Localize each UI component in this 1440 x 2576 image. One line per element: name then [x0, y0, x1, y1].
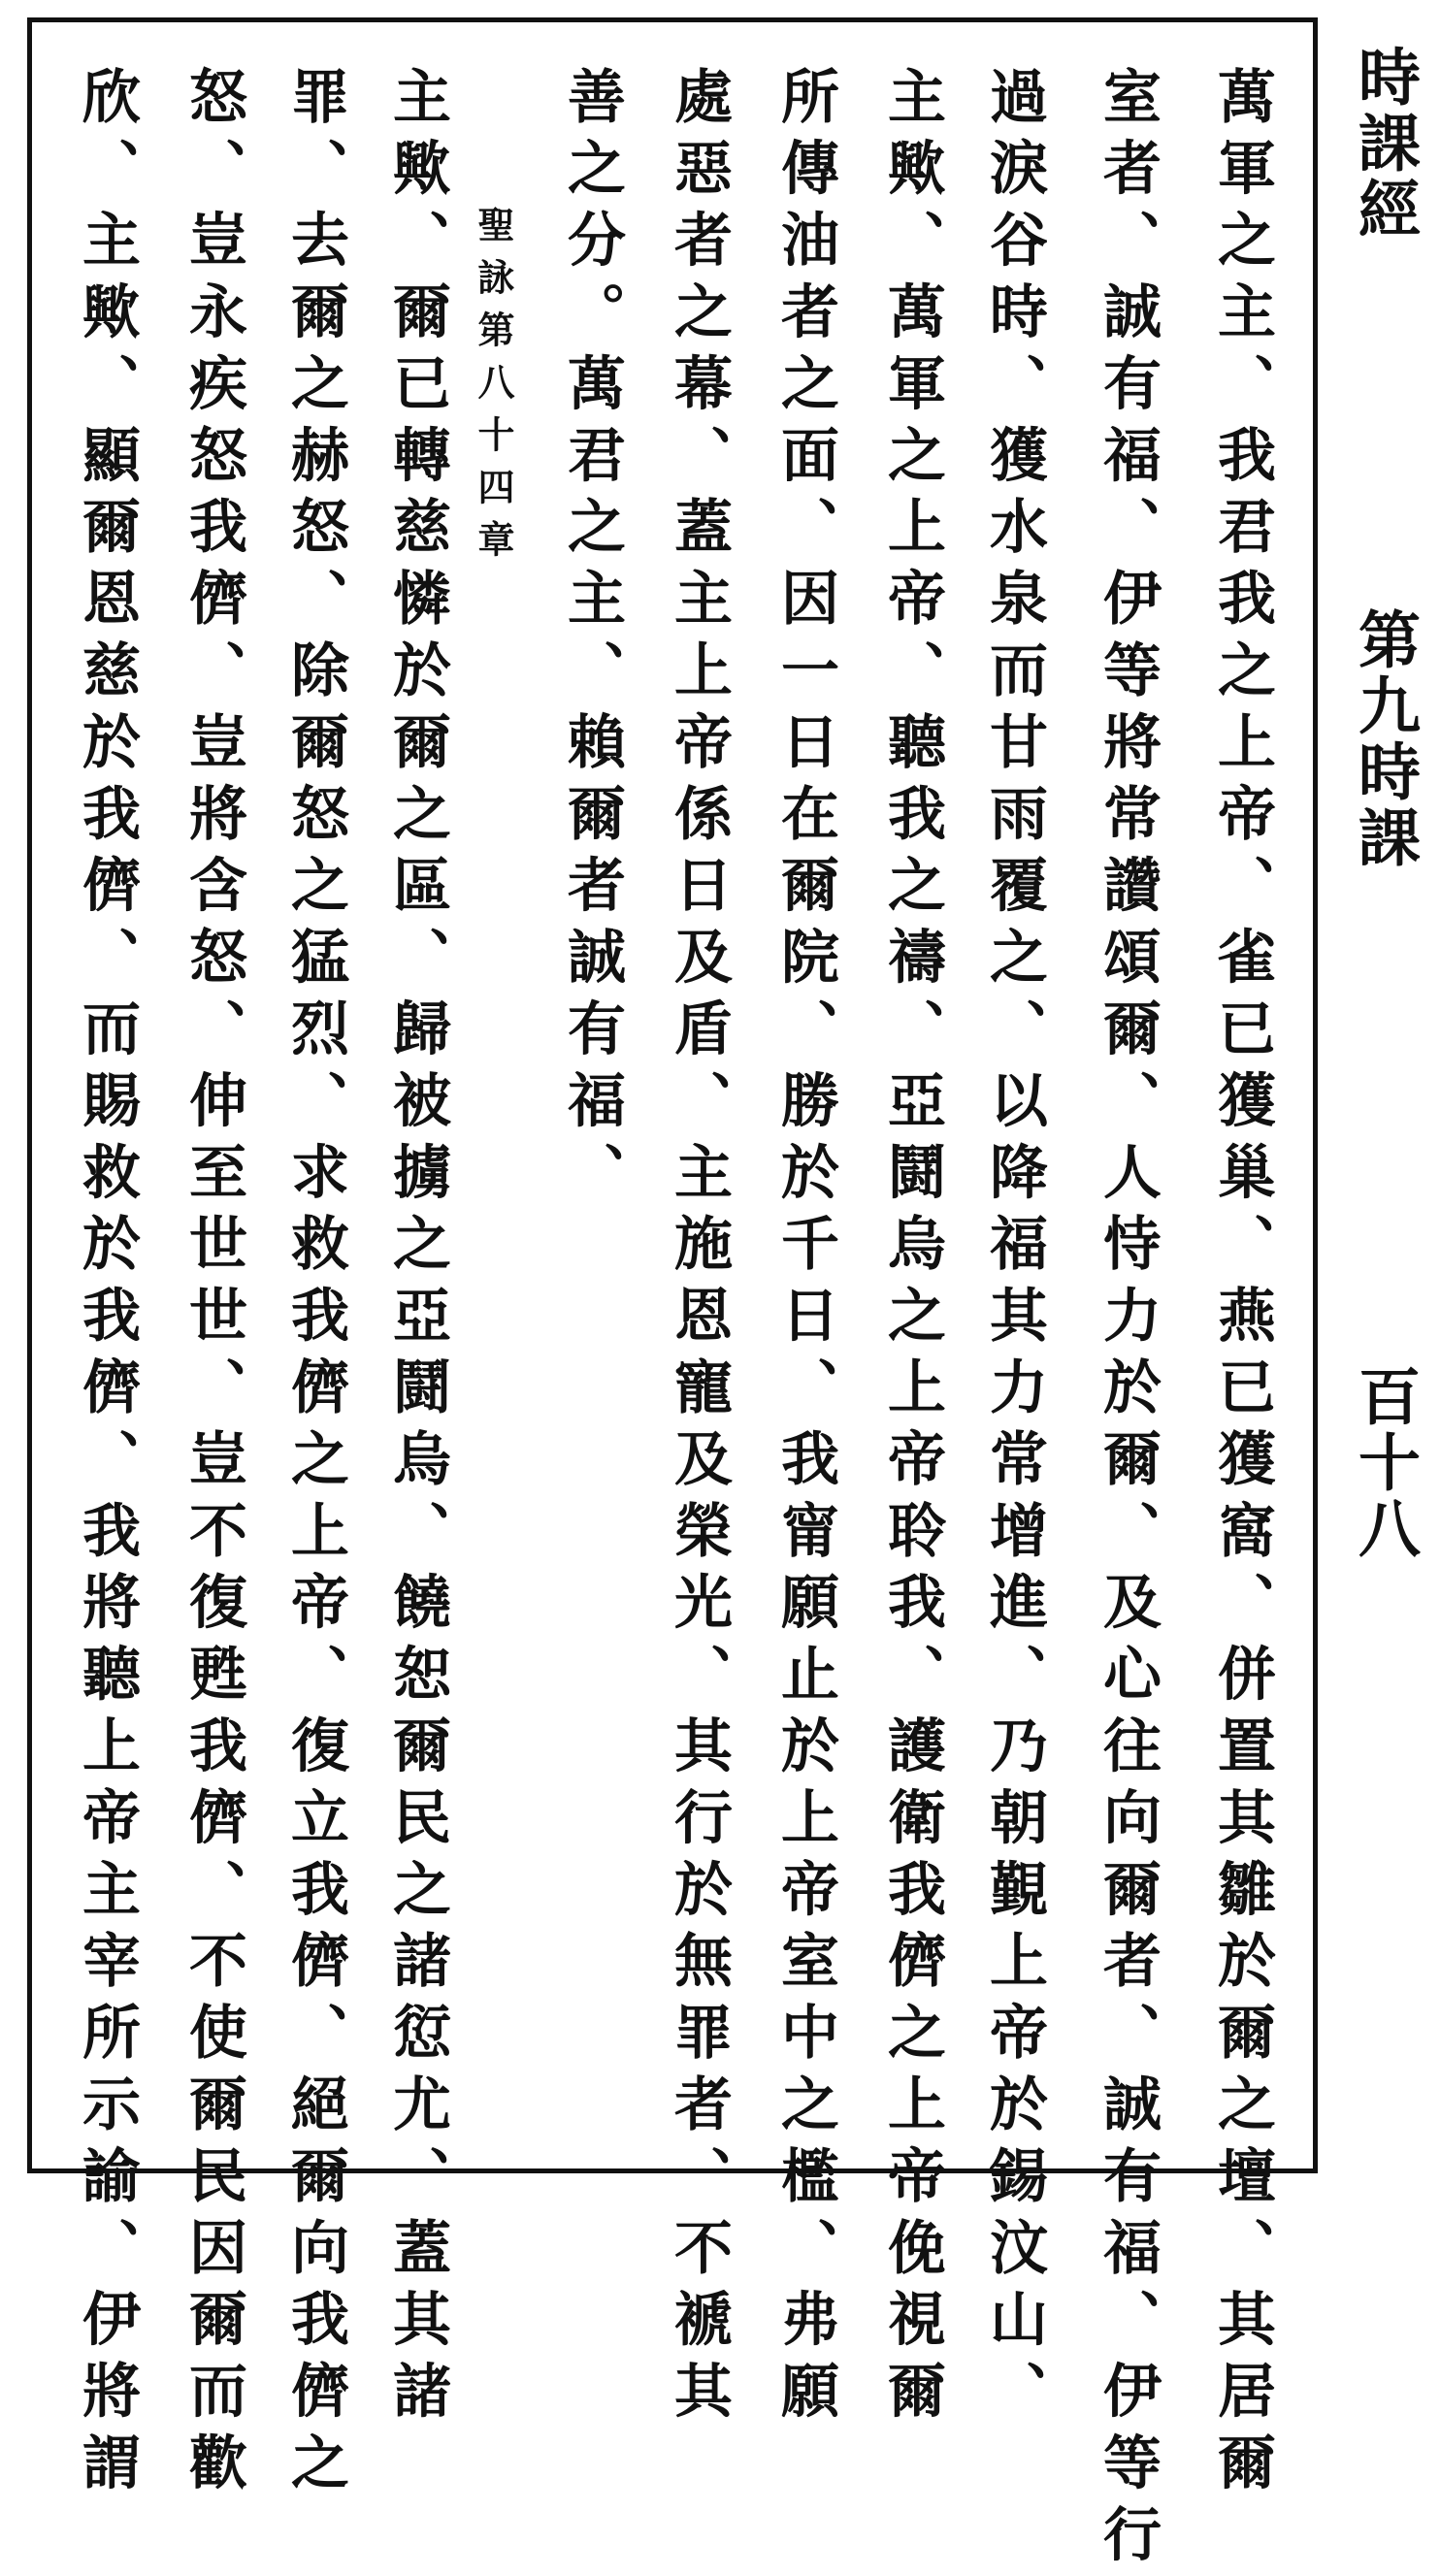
text-column-2: 室者、誠有福、伊等將常讚頌爾、人恃力於爾、及心往向爾者、誠有福、伊等行: [1094, 66, 1162, 2576]
text-column-9: 罪、去爾之赫怒、除爾怒之猛烈、求救我儕之上帝、復立我儕、絕爾向我儕之: [281, 66, 349, 2504]
text-column-6: 處惡者之幕、蓋主上帝係日及盾、主施恩寵及榮光、其行於無罪者、不褫其: [665, 66, 733, 2432]
margin-page-number: 百十八: [1348, 1364, 1421, 1562]
text-column-4: 主歟、萬軍之上帝、聽我之禱、亞鬪烏之上帝聆我、護衛我儕之上帝俛視爾: [878, 66, 946, 2432]
text-column-10: 怒、豈永疾怒我儕、豈將含怒、伸至世世、豈不復甦我儕、不使爾民因爾而歡: [180, 66, 247, 2504]
text-column-7: 善之分。萬君之主、賴爾者誠有福、: [558, 66, 626, 1214]
margin-section-title: 第九時課: [1348, 607, 1421, 871]
text-column-11: 欣、主歟、顯爾恩慈於我儕、而賜救於我儕、我將聽上帝主宰所示諭、伊將謂: [73, 66, 141, 2504]
text-column-1: 萬軍之主、我君我之上帝、雀已獲巢、燕已獲窩、併置其雛於爾之壇、其居爾: [1208, 66, 1276, 2504]
text-column-8: 主歟、爾已轉慈憐於爾之區、歸被擄之亞鬪烏、饒恕爾民之諸愆尤、蓋其諸: [383, 66, 451, 2432]
margin-book-title: 時課經: [1348, 45, 1421, 243]
chapter-heading: 聖詠第八十四章: [472, 206, 515, 572]
text-column-5: 所傳油者之面、因一日在爾院、勝於千日、我甯願止於上帝室中之檻、弗願: [771, 66, 839, 2432]
text-column-3: 過淚谷時、獲水泉而甘雨覆之、以降福其力常增進、乃朝覲上帝於錫汶山、: [980, 66, 1048, 2432]
